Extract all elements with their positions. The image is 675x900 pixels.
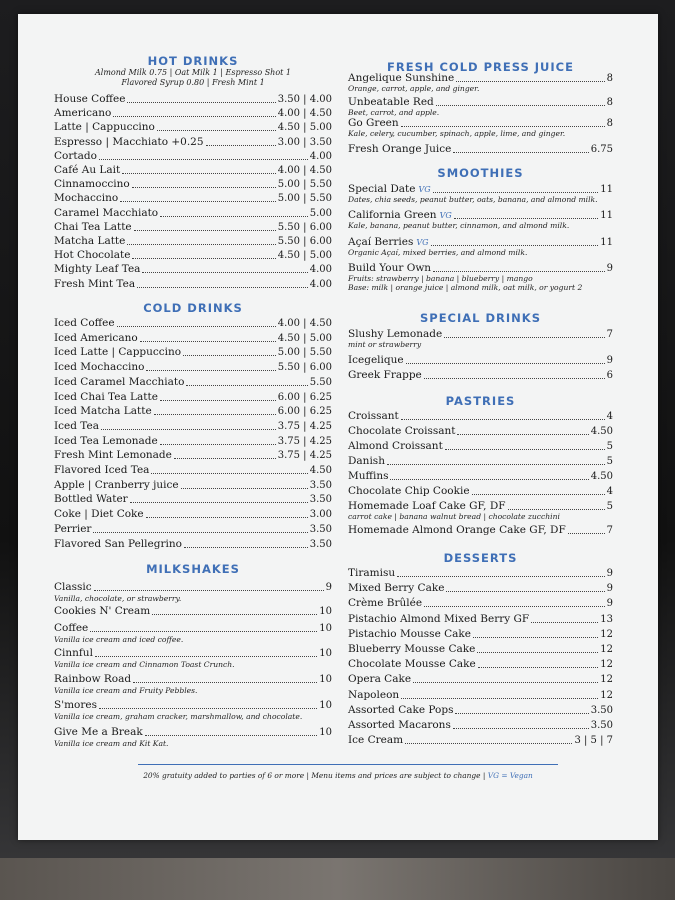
- hot_drinks-item-price: 4.00 | 4.50: [277, 108, 332, 120]
- cold_drinks-item: [54, 361, 332, 374]
- hot_drinks-item-price: 4.00: [309, 150, 332, 162]
- hot_drinks-item: [54, 178, 332, 191]
- dot-leader: [436, 105, 605, 106]
- dot-leader: [454, 218, 599, 219]
- juice-item-name: Fresh Orange Juice: [348, 143, 452, 155]
- special_drinks-item-price: 6: [606, 370, 613, 381]
- cold_drinks-item-name: Coke | Diet Coke: [54, 508, 144, 521]
- milkshakes-item-description: Vanilla ice cream, graham cracker, marshmallow, and chocolate.: [54, 712, 303, 721]
- desserts-item-name: Napoleon: [348, 688, 400, 701]
- cold_drinks-item: [54, 538, 332, 551]
- cold_drinks-item-name: Fresh Mint Lemonade: [54, 449, 172, 462]
- dot-leader: [151, 473, 307, 474]
- cold_drinks-item-price: 3.50: [309, 494, 332, 506]
- dot-leader: [174, 458, 276, 459]
- footer-divider: [138, 764, 558, 765]
- dot-leader: [406, 363, 605, 364]
- hot_drinks-heading: HOT DRINKS: [147, 54, 239, 68]
- milkshakes-item: [54, 699, 332, 712]
- dot-leader: [132, 187, 276, 188]
- dot-leader: [93, 532, 307, 533]
- desserts-item: [348, 719, 613, 732]
- dot-leader: [568, 533, 605, 534]
- hot-drinks-addons-line1: Almond Milk 0.75 | Oat Milk 1 | Espresso Shot 1: [95, 68, 291, 77]
- pastries-item-name: Almond Croissant: [348, 440, 443, 452]
- cold_drinks-item-price: 3.00: [309, 509, 332, 521]
- hot_drinks-item: [54, 192, 332, 205]
- dot-leader: [508, 509, 605, 510]
- dot-leader: [444, 337, 604, 338]
- milkshakes-item: [54, 726, 332, 739]
- dot-leader: [453, 728, 589, 729]
- pastries-item-price: 5: [606, 501, 613, 512]
- juice-item-name: Angelique Sunshine: [348, 72, 455, 84]
- special_drinks-item-name: Greek Frappe: [348, 369, 422, 381]
- dot-leader: [433, 271, 605, 272]
- cold_drinks-item: [54, 493, 332, 506]
- desserts-item-price: 12: [600, 644, 613, 655]
- dot-leader: [424, 378, 605, 379]
- hot_drinks-item-name: Cinnamoccino: [54, 178, 130, 191]
- cold_drinks-item-name: Iced Chai Tea Latte: [54, 390, 158, 403]
- smoothies-item-price: 9: [606, 263, 613, 274]
- dot-leader: [113, 116, 275, 117]
- dot-leader: [90, 631, 317, 632]
- dot-leader: [122, 173, 276, 174]
- dot-leader: [401, 419, 605, 420]
- smoothies-item-price: 11: [600, 184, 613, 195]
- cold_drinks-item: [54, 346, 332, 359]
- desserts-item-price: 12: [600, 674, 613, 686]
- juice-item-name: Unbeatable Red: [348, 96, 434, 108]
- desserts-item-name: Ice Cream: [348, 734, 404, 747]
- dot-leader: [390, 479, 588, 480]
- milkshakes-item-name: Rainbow Road: [54, 673, 132, 685]
- hot_drinks-item: [54, 221, 332, 234]
- pastries-heading: PASTRIES: [445, 394, 516, 408]
- desserts-item: [348, 673, 613, 686]
- juice-item-price: 8: [606, 73, 613, 84]
- pastries-item-price: 4.50: [590, 471, 613, 482]
- cold_drinks-item-price: 3.75 | 4.25: [277, 450, 332, 462]
- dot-leader: [453, 152, 588, 153]
- hot_drinks-item-name: Café Au Lait: [54, 164, 121, 176]
- smoothies-item-price: 11: [600, 237, 613, 248]
- cold_drinks-item-price: 5.00 | 5.50: [277, 347, 332, 359]
- hot_drinks-item-name: Mochaccino: [54, 192, 119, 205]
- dot-leader: [132, 258, 275, 259]
- hot_drinks-item-price: 3.00 | 3.50: [277, 136, 332, 148]
- milkshakes-item: [54, 647, 332, 660]
- desserts-item-name: Assorted Cake Pops: [348, 703, 454, 716]
- desserts-item-price: 12: [600, 689, 613, 701]
- menu-page: [18, 14, 658, 840]
- hot_drinks-item-name: Americano: [54, 107, 112, 120]
- dot-leader: [477, 652, 598, 653]
- dot-leader: [413, 682, 598, 683]
- footer-note: [18, 771, 658, 780]
- cold_drinks-item-price: 4.00 | 4.50: [277, 318, 332, 329]
- cold_drinks-item-price: 5.50 | 6.00: [277, 362, 332, 374]
- cold_drinks-item-name: Bottled Water: [54, 493, 128, 506]
- cold_drinks-item-name: Iced Caramel Macchiato: [54, 375, 185, 388]
- juice-heading: FRESH COLD PRESS JUICE: [387, 60, 574, 74]
- hot_drinks-item-price: 5.00 | 5.50: [277, 193, 332, 205]
- cold_drinks-item-name: Iced Coffee: [54, 317, 115, 329]
- dot-leader: [401, 698, 598, 699]
- desserts-item-price: 3.50: [590, 704, 613, 716]
- cold_drinks-item: [54, 464, 332, 477]
- hot_drinks-item-price: 4.50 | 5.00: [277, 122, 332, 134]
- cold_drinks-item-price: 6.00 | 6.25: [277, 391, 332, 403]
- dot-leader: [456, 81, 604, 82]
- hot_drinks-item: [54, 278, 332, 291]
- cold_drinks-item: [54, 332, 332, 345]
- cold_drinks-item: [54, 376, 332, 389]
- smoothies-item-tag: VG: [416, 238, 429, 247]
- cold_drinks-item-name: Iced Latte | Cappuccino: [54, 346, 182, 359]
- dot-leader: [184, 547, 308, 548]
- milkshakes-item-name: Give Me a Break: [54, 726, 143, 738]
- footer-vegan-key: VG = Vegan: [487, 771, 533, 780]
- milkshakes-item-name: Coffee: [54, 622, 89, 634]
- special_drinks-item-description: mint or strawberry: [348, 340, 422, 349]
- desserts-item: [348, 628, 613, 641]
- desserts-item-name: Assorted Macarons: [348, 719, 451, 731]
- milkshakes-item-name: S'mores: [54, 699, 97, 711]
- desserts-item-price: 12: [600, 659, 613, 671]
- pastries-item: [348, 455, 613, 468]
- milkshakes-item-name: Cookies N' Cream: [54, 605, 151, 617]
- hot_drinks-item-name: Hot Chocolate: [54, 249, 131, 262]
- cold_drinks-item: [54, 317, 332, 330]
- desserts-item-price: 3 | 5 | 7: [574, 735, 613, 747]
- hot_drinks-item-price: 4.00: [309, 264, 332, 276]
- cold_drinks-item: [54, 405, 332, 418]
- milkshakes-item: [54, 581, 332, 594]
- smoothies-item-name: Açaí Berries: [348, 236, 414, 248]
- dot-leader: [146, 517, 308, 518]
- pastries-item-name: Homemade Loaf Cake GF, DF: [348, 500, 506, 512]
- footer-text: 20% gratuity added to parties of 6 or more | Menu items and prices are subject to change |: [143, 771, 486, 780]
- hot_drinks-item-name: Fresh Mint Tea: [54, 277, 136, 290]
- dot-leader: [95, 656, 317, 657]
- milkshakes-item-description: Vanilla ice cream and iced coffee.: [54, 635, 184, 644]
- pastries-item-name: Muffins: [348, 470, 389, 482]
- dot-leader: [455, 713, 588, 714]
- desserts-item-price: 3.50: [590, 720, 613, 731]
- hot_drinks-item: [54, 150, 332, 163]
- desserts-item-name: Tiramisu: [348, 567, 396, 579]
- dot-leader: [424, 606, 605, 607]
- pastries-item-price: 5: [606, 456, 613, 467]
- cold_drinks-item-price: 5.50: [309, 376, 332, 388]
- cold_drinks-item-name: Apple | Cranberry juice: [54, 478, 179, 491]
- desserts-item: [348, 582, 613, 595]
- pastries-item: [348, 440, 613, 453]
- cold_drinks-item: [54, 435, 332, 448]
- dot-leader: [160, 216, 308, 217]
- hot_drinks-item-price: 3.50 | 4.00: [277, 94, 332, 105]
- smoothies-item-tag: VG: [439, 211, 452, 220]
- dot-leader: [99, 159, 308, 160]
- special_drinks-heading: SPECIAL DRINKS: [419, 311, 541, 325]
- dot-leader: [127, 244, 275, 245]
- cold_drinks-item-price: 4.50 | 5.00: [277, 332, 332, 344]
- dot-leader: [401, 126, 605, 127]
- cold_drinks-item: [54, 508, 332, 521]
- dot-leader: [433, 192, 599, 193]
- pastries-item-name: Chocolate Croissant: [348, 425, 456, 437]
- milkshakes-item-price: 9: [325, 582, 332, 593]
- milkshakes-heading: MILKSHAKES: [146, 562, 240, 576]
- smoothies-item-description: Dates, chia seeds, peanut butter, oats, banana, and almond milk.: [348, 195, 598, 204]
- dot-leader: [101, 429, 276, 430]
- smoothies-item-name: Build Your Own: [348, 262, 432, 274]
- dot-leader: [181, 488, 308, 489]
- smoothies-item-description: Base: milk | orange juice | almond milk, oat milk, or yogurt 2: [348, 283, 583, 292]
- desserts-item-name: Chocolate Mousse Cake: [348, 658, 476, 671]
- pastries-item: [348, 485, 613, 498]
- hot_drinks-item: [54, 121, 332, 134]
- hot_drinks-item-name: Espresso | Macchiato +0.25: [54, 135, 204, 148]
- hot_drinks-item-name: Chai Tea Latte: [54, 220, 132, 233]
- pastries-item-description: carrot cake | banana walnut bread | chocolate zucchini: [348, 512, 560, 521]
- desserts-item: [348, 613, 613, 626]
- cold_drinks-item-name: Iced Tea Lemonade: [54, 434, 158, 447]
- pastries-item-price: 4: [606, 411, 613, 422]
- special_drinks-item-name: Slushy Lemonade: [348, 328, 443, 340]
- dot-leader: [446, 591, 604, 592]
- pastries-item: [348, 524, 613, 537]
- desserts-item: [348, 643, 613, 656]
- juice-item-description: Beet, carrot, and apple.: [348, 108, 440, 117]
- hot_drinks-item-price: 5.00 | 5.50: [277, 179, 332, 191]
- cold_drinks-item-price: 4.50: [309, 465, 332, 476]
- desserts-item-price: 9: [606, 583, 613, 595]
- hot_drinks-item: [54, 207, 332, 220]
- hot_drinks-item-name: Cortado: [54, 149, 97, 162]
- desserts-item: [348, 704, 613, 717]
- hot_drinks-item: [54, 235, 332, 248]
- juice-item-description: Kale, celery, cucumber, spinach, apple, lime, and ginger.: [348, 129, 566, 138]
- hot_drinks-item: [54, 249, 332, 262]
- dot-leader: [206, 145, 276, 146]
- dot-leader: [99, 708, 317, 709]
- dot-leader: [183, 355, 276, 356]
- dot-leader: [146, 370, 275, 371]
- desserts-item-name: Blueberry Mousse Cake: [348, 643, 476, 655]
- dot-leader: [127, 102, 275, 103]
- desserts-item-price: 12: [600, 628, 613, 640]
- dot-leader: [445, 449, 605, 450]
- smoothies-item-description: Kale, banana, peanut butter, cinnamon, and almond milk.: [348, 221, 570, 230]
- dot-leader: [531, 622, 598, 623]
- dot-leader: [431, 245, 599, 246]
- hot-drinks-addons-line2: Flavored Syrup 0.80 | Fresh Mint 1: [121, 78, 265, 87]
- desserts-item-name: Opera Cake: [348, 673, 412, 686]
- hot_drinks-item-name: Latte | Cappuccino: [54, 121, 155, 134]
- desserts-item: [348, 597, 613, 610]
- desserts-item-name: Pistachio Mousse Cake: [348, 627, 471, 640]
- cold_drinks-item: [54, 420, 332, 433]
- desserts-item: [348, 658, 613, 671]
- pastries-item: [348, 470, 613, 483]
- dot-leader: [137, 287, 308, 288]
- juice-item-name: Go Green: [348, 117, 399, 129]
- pastries-item-price: 4: [606, 486, 613, 497]
- dot-leader: [478, 667, 599, 668]
- dot-leader: [397, 576, 605, 577]
- desserts-item: [348, 567, 613, 580]
- dot-leader: [130, 502, 308, 503]
- dot-leader: [472, 494, 605, 495]
- cold_drinks-item-name: Iced Matcha Latte: [54, 405, 152, 418]
- dot-leader: [154, 414, 276, 415]
- hot_drinks-item: [54, 136, 332, 149]
- cold_drinks-item-price: 3.75 | 4.25: [277, 420, 332, 432]
- hot_drinks-item-price: 4.50 | 5.00: [277, 250, 332, 262]
- hot_drinks-item: [54, 107, 332, 120]
- desserts-item-name: Pistachio Almond Mixed Berry GF: [348, 612, 530, 625]
- hot_drinks-item: [54, 93, 332, 106]
- juice-item-price: 8: [606, 97, 613, 108]
- milkshakes-item-name: Cinnful: [54, 647, 93, 659]
- milkshakes-item-price: 10: [319, 727, 332, 738]
- dot-leader: [120, 201, 276, 202]
- pastries-item-name: Croissant: [348, 410, 399, 422]
- table-surface: [0, 858, 675, 900]
- pastries-item-name: Danish: [348, 455, 385, 467]
- smoothies-item-tag: VG: [418, 185, 431, 194]
- smoothies-item-description: Fruits: strawberry | banana | blueberry | mango: [348, 274, 533, 283]
- hot_drinks-item-price: 5.50 | 6.00: [277, 236, 332, 247]
- dot-leader: [94, 590, 324, 591]
- pastries-item-price: 5: [606, 441, 613, 452]
- desserts-heading: DESSERTS: [443, 551, 518, 565]
- special_drinks-item-price: 9: [606, 355, 613, 366]
- hot_drinks-item-name: House Coffee: [54, 93, 126, 105]
- juice-item-price: 8: [606, 118, 613, 129]
- desserts-item: [348, 734, 613, 747]
- desserts-item-price: 9: [606, 598, 613, 610]
- smoothies-item-description: Organic Açaí, mixed berries, and almond milk.: [348, 248, 528, 257]
- dot-leader: [160, 400, 276, 401]
- cold_drinks-heading: COLD DRINKS: [143, 301, 243, 315]
- milkshakes-item-price: 10: [319, 606, 332, 617]
- hot_drinks-item-price: 5.50 | 6.00: [277, 221, 332, 233]
- dot-leader: [157, 130, 276, 131]
- desserts-item-price: 13: [600, 613, 613, 625]
- cold_drinks-item: [54, 391, 332, 404]
- hot_drinks-item: [54, 164, 332, 177]
- pastries-item: [348, 425, 613, 438]
- milkshakes-item-description: Vanilla ice cream and Cinnamon Toast Crunch.: [54, 660, 235, 669]
- cold_drinks-item: [54, 479, 332, 492]
- dot-leader: [134, 230, 276, 231]
- juice-item-price: 6.75: [590, 144, 613, 155]
- dot-leader: [405, 743, 572, 744]
- milkshakes-item-description: Vanilla, chocolate, or strawberry.: [54, 594, 182, 603]
- dot-leader: [457, 434, 588, 435]
- dot-leader: [160, 444, 276, 445]
- milkshakes-item-description: Vanilla ice cream and Fruity Pebbles.: [54, 686, 198, 695]
- desserts-item-price: 9: [606, 568, 613, 579]
- hot_drinks-item-name: Mighty Leaf Tea: [54, 263, 141, 276]
- pastries-item-price: 4.50: [590, 426, 613, 437]
- cold_drinks-item-price: 3.50: [309, 479, 332, 491]
- special_drinks-item-price: 7: [606, 329, 613, 340]
- cold_drinks-item-name: Flavored San Pellegrino: [54, 537, 182, 550]
- cold_drinks-item-price: 3.50: [309, 523, 332, 535]
- dot-leader: [152, 614, 317, 615]
- milkshakes-item-price: 10: [319, 700, 332, 711]
- special_drinks-item: [348, 354, 613, 367]
- special_drinks-item: [348, 369, 613, 382]
- juice-item: [348, 143, 613, 156]
- dot-leader: [186, 385, 307, 386]
- dot-leader: [117, 326, 276, 327]
- cold_drinks-item-name: Flavored Iced Tea: [54, 464, 150, 476]
- pastries-item: [348, 410, 613, 423]
- milkshakes-item-price: 10: [319, 674, 332, 685]
- dot-leader: [387, 464, 605, 465]
- cold_drinks-item-name: Iced Tea: [54, 419, 99, 432]
- milkshakes-item-description: Vanilla ice cream and Kit Kat.: [54, 739, 169, 748]
- cold_drinks-item-price: 3.50: [309, 538, 332, 550]
- dot-leader: [140, 341, 276, 342]
- smoothies-item-name: California Green: [348, 209, 437, 221]
- smoothies-heading: SMOOTHIES: [437, 166, 524, 180]
- cold_drinks-item: [54, 523, 332, 536]
- desserts-item-name: Crème Brûlée: [348, 597, 423, 610]
- dot-leader: [133, 682, 317, 683]
- smoothies-item-price: 11: [600, 210, 613, 221]
- desserts-item-name: Mixed Berry Cake: [348, 582, 445, 595]
- cold_drinks-item-price: 3.75 | 4.25: [277, 435, 332, 447]
- smoothies-item-name: Special Date: [348, 183, 416, 195]
- juice-item-description: Orange, carrot, apple, and ginger.: [348, 84, 480, 93]
- hot_drinks-item: [54, 263, 332, 276]
- milkshakes-item: [54, 622, 332, 635]
- hot_drinks-item-name: Matcha Latte: [54, 235, 126, 247]
- cold_drinks-item-price: 6.00 | 6.25: [277, 406, 332, 418]
- pastries-item-price: 7: [606, 525, 613, 536]
- milkshakes-item-name: Classic: [54, 581, 92, 593]
- cold_drinks-item-name: Iced Mochaccino: [54, 361, 145, 374]
- hot_drinks-item-name: Caramel Macchiato: [54, 206, 159, 219]
- dot-leader: [145, 735, 318, 736]
- pastries-item-name: Chocolate Chip Cookie: [348, 485, 470, 497]
- pastries-item-name: Homemade Almond Orange Cake GF, DF: [348, 524, 566, 536]
- milkshakes-item-price: 10: [319, 623, 332, 634]
- hot_drinks-item-price: 4.00: [309, 278, 332, 290]
- dot-leader: [473, 637, 598, 638]
- desserts-item: [348, 689, 613, 702]
- cold_drinks-item-name: Iced Americano: [54, 331, 138, 344]
- cold_drinks-item-name: Perrier: [54, 522, 92, 535]
- milkshakes-item-price: 10: [319, 648, 332, 659]
- milkshakes-item: [54, 605, 332, 618]
- hot_drinks-item-price: 4.00 | 4.50: [277, 165, 332, 176]
- milkshakes-item: [54, 673, 332, 686]
- cold_drinks-item: [54, 449, 332, 462]
- hot_drinks-item-price: 5.00: [309, 207, 332, 219]
- special_drinks-item-name: Icegelique: [348, 354, 404, 366]
- dot-leader: [142, 272, 307, 273]
